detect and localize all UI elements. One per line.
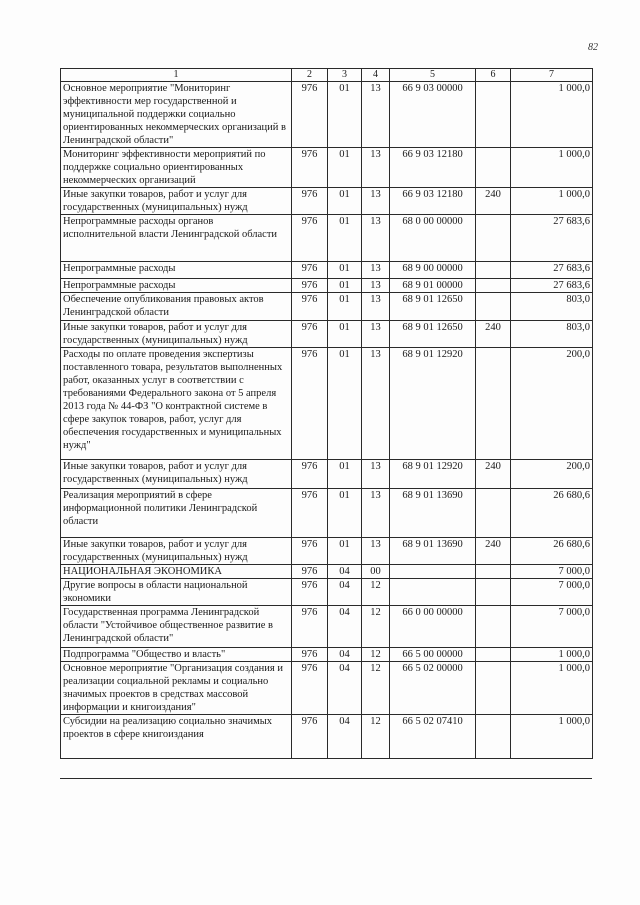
table-row [61, 293, 593, 321]
table-row [61, 715, 593, 759]
row-code-6 [476, 606, 511, 648]
row-code-3: 01 [328, 188, 362, 215]
row-code-4: 12 [362, 648, 390, 662]
row-name: Иные закупки товаров, работ и услуг для государственных (муниципальных) нужд [61, 321, 292, 348]
row-code-6: 240 [476, 460, 511, 489]
row-code-6 [476, 82, 511, 148]
row-amount: 1 000,0 [511, 715, 593, 759]
row-code-2: 976 [292, 148, 328, 188]
row-amount: 1 000,0 [511, 648, 593, 662]
row-code-6 [476, 648, 511, 662]
table-row [61, 579, 593, 606]
row-code-2: 976 [292, 321, 328, 348]
row-amount: 1 000,0 [511, 82, 593, 148]
row-code-2: 976 [292, 293, 328, 321]
row-code-3: 04 [328, 715, 362, 759]
row-code-5 [390, 565, 476, 579]
row-name: Подпрограмма "Общество и власть" [61, 648, 292, 662]
row-code-4: 13 [362, 460, 390, 489]
row-code-5: 68 9 01 13690 [390, 489, 476, 538]
table-row [61, 489, 593, 538]
row-code-5: 68 9 00 00000 [390, 262, 476, 279]
row-code-2: 976 [292, 348, 328, 460]
row-code-4: 13 [362, 293, 390, 321]
row-name: НАЦИОНАЛЬНАЯ ЭКОНОМИКА [61, 565, 292, 579]
row-code-2: 976 [292, 662, 328, 715]
row-code-2: 976 [292, 538, 328, 565]
row-code-3: 04 [328, 579, 362, 606]
row-code-2: 976 [292, 82, 328, 148]
row-code-2: 976 [292, 606, 328, 648]
row-code-3: 01 [328, 148, 362, 188]
row-code-4: 13 [362, 321, 390, 348]
header-col-7: 7 [511, 69, 593, 82]
table-row [61, 82, 593, 148]
row-code-5: 66 9 03 12180 [390, 148, 476, 188]
row-code-5: 68 9 01 12650 [390, 321, 476, 348]
row-code-6: 240 [476, 188, 511, 215]
row-code-2: 976 [292, 565, 328, 579]
row-name: Непрограммные расходы [61, 279, 292, 293]
row-amount: 7 000,0 [511, 579, 593, 606]
row-name: Другие вопросы в области национальной экономики [61, 579, 292, 606]
row-code-4: 13 [362, 538, 390, 565]
row-name: Основное мероприятие "Мониторинг эффективности мер государственной и муниципальной поддержки социально ориентированных некоммерческих организаций в Ленинградской области" [61, 82, 292, 148]
row-code-3: 01 [328, 348, 362, 460]
row-code-6 [476, 148, 511, 188]
row-code-5: 68 0 00 00000 [390, 215, 476, 262]
header-col-6: 6 [476, 69, 511, 82]
row-code-3: 04 [328, 648, 362, 662]
table-row [61, 538, 593, 565]
row-name: Мониторинг эффективности мероприятий по поддержке социально ориентированных некоммерческих организаций [61, 148, 292, 188]
row-amount: 27 683,6 [511, 215, 593, 262]
row-name: Иные закупки товаров, работ и услуг для государственных (муниципальных) нужд [61, 188, 292, 215]
header-col-2: 2 [292, 69, 328, 82]
row-amount: 7 000,0 [511, 565, 593, 579]
row-name: Иные закупки товаров, работ и услуг для государственных (муниципальных) нужд [61, 460, 292, 489]
table-row [61, 188, 593, 215]
row-code-3: 04 [328, 606, 362, 648]
row-amount: 27 683,6 [511, 279, 593, 293]
row-code-6 [476, 348, 511, 460]
table-row [61, 662, 593, 715]
budget-table [60, 68, 593, 759]
row-code-2: 976 [292, 579, 328, 606]
row-amount: 200,0 [511, 348, 593, 460]
row-code-6 [476, 579, 511, 606]
row-code-3: 01 [328, 321, 362, 348]
row-code-6 [476, 215, 511, 262]
row-amount: 1 000,0 [511, 188, 593, 215]
row-name: Иные закупки товаров, работ и услуг для государственных (муниципальных) нужд [61, 538, 292, 565]
row-code-5: 68 9 01 00000 [390, 279, 476, 293]
row-name: Основное мероприятие "Организация создания и реализации социальной рекламы и социально значимых проектов в средствах массовой информации и книгоиздания" [61, 662, 292, 715]
row-code-3: 01 [328, 489, 362, 538]
row-code-2: 976 [292, 648, 328, 662]
row-code-3: 04 [328, 662, 362, 715]
row-code-6: 240 [476, 321, 511, 348]
header-col-4: 4 [362, 69, 390, 82]
row-code-2: 976 [292, 215, 328, 262]
row-code-3: 04 [328, 565, 362, 579]
row-code-2: 976 [292, 489, 328, 538]
row-code-6 [476, 662, 511, 715]
row-code-5: 66 9 03 12180 [390, 188, 476, 215]
row-code-3: 01 [328, 82, 362, 148]
header-col-1: 1 [61, 69, 292, 82]
row-code-5: 68 9 01 12920 [390, 460, 476, 489]
row-code-4: 13 [362, 148, 390, 188]
table-row [61, 148, 593, 188]
table-row [61, 648, 593, 662]
row-code-3: 01 [328, 538, 362, 565]
row-code-5: 66 0 00 00000 [390, 606, 476, 648]
row-code-6 [476, 715, 511, 759]
header-col-5: 5 [390, 69, 476, 82]
table-row [61, 606, 593, 648]
row-amount: 200,0 [511, 460, 593, 489]
row-code-3: 01 [328, 460, 362, 489]
table-row [61, 321, 593, 348]
row-code-4: 12 [362, 579, 390, 606]
row-amount: 26 680,6 [511, 489, 593, 538]
row-code-3: 01 [328, 215, 362, 262]
row-code-2: 976 [292, 460, 328, 489]
row-code-5: 66 9 03 00000 [390, 82, 476, 148]
row-code-4: 00 [362, 565, 390, 579]
row-name: Непрограммные расходы [61, 262, 292, 279]
table-row [61, 348, 593, 460]
row-code-2: 976 [292, 188, 328, 215]
table-row [61, 215, 593, 262]
row-code-3: 01 [328, 279, 362, 293]
row-code-4: 13 [362, 489, 390, 538]
row-amount: 803,0 [511, 293, 593, 321]
row-code-6: 240 [476, 538, 511, 565]
row-code-5: 68 9 01 12920 [390, 348, 476, 460]
row-name: Непрограммные расходы органов исполнительной власти Ленинградской области [61, 215, 292, 262]
row-name: Государственная программа Ленинградской области "Устойчивое общественное развитие в Ленинградской области" [61, 606, 292, 648]
row-name: Субсидии на реализацию социально значимых проектов в сфере книгоиздания [61, 715, 292, 759]
table-row [61, 279, 593, 293]
header-col-3: 3 [328, 69, 362, 82]
row-amount: 803,0 [511, 321, 593, 348]
row-code-6 [476, 262, 511, 279]
row-amount: 26 680,6 [511, 538, 593, 565]
row-code-4: 13 [362, 279, 390, 293]
row-code-4: 13 [362, 215, 390, 262]
row-code-5: 66 5 00 00000 [390, 648, 476, 662]
table-row [61, 262, 593, 279]
row-code-3: 01 [328, 262, 362, 279]
row-amount: 1 000,0 [511, 148, 593, 188]
row-name: Расходы по оплате проведения экспертизы поставленного товара, результатов выполненных работ, оказанных услуг в соответствии с требованиями Федерального закона от 5 апреля 2013 года № 44-ФЗ "О контрактной системе в сфере закупок товаров, работ, услуг для обеспечения государственных и муниципальных нужд" [61, 348, 292, 460]
row-code-5: 66 5 02 00000 [390, 662, 476, 715]
table-row [61, 565, 593, 579]
row-code-4: 13 [362, 82, 390, 148]
row-amount: 27 683,6 [511, 262, 593, 279]
row-code-6 [476, 565, 511, 579]
table-header-row [61, 69, 593, 82]
row-code-6 [476, 293, 511, 321]
row-code-4: 12 [362, 606, 390, 648]
row-amount: 1 000,0 [511, 662, 593, 715]
table-bottom-edge [60, 778, 592, 779]
page-number: 82 [588, 42, 598, 53]
row-code-5 [390, 579, 476, 606]
row-code-4: 13 [362, 188, 390, 215]
row-code-3: 01 [328, 293, 362, 321]
row-name: Обеспечение опубликования правовых актов Ленинградской области [61, 293, 292, 321]
row-name: Реализация мероприятий в сфере информационной политики Ленинградской области [61, 489, 292, 538]
row-code-2: 976 [292, 715, 328, 759]
row-code-5: 66 5 02 07410 [390, 715, 476, 759]
table-row [61, 460, 593, 489]
row-code-6 [476, 489, 511, 538]
row-code-5: 68 9 01 13690 [390, 538, 476, 565]
row-code-4: 13 [362, 348, 390, 460]
row-amount: 7 000,0 [511, 606, 593, 648]
row-code-6 [476, 279, 511, 293]
row-code-2: 976 [292, 279, 328, 293]
row-code-4: 12 [362, 662, 390, 715]
row-code-5: 68 9 01 12650 [390, 293, 476, 321]
row-code-2: 976 [292, 262, 328, 279]
row-code-4: 13 [362, 262, 390, 279]
row-code-4: 12 [362, 715, 390, 759]
